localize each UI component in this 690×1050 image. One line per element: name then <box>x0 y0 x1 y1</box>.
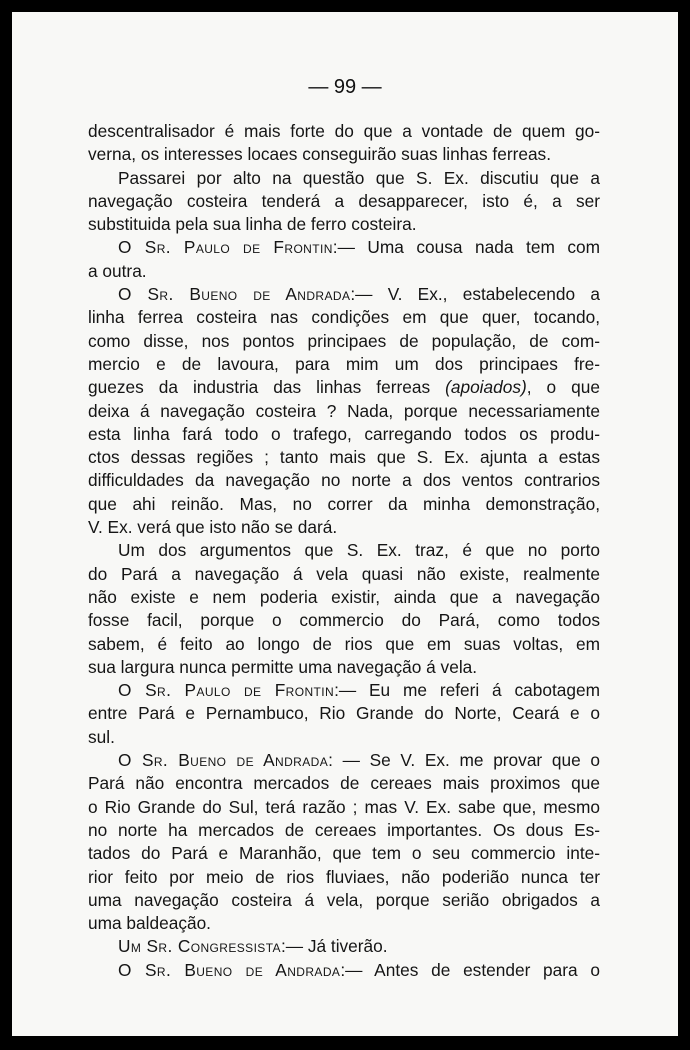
text-line <box>88 912 600 935</box>
text-line <box>88 400 600 423</box>
text-line <box>88 819 600 842</box>
text-line <box>88 772 600 795</box>
text-segment: fosse facil, porque o commercio do Pará, como todos <box>88 610 600 631</box>
text-line <box>88 889 600 912</box>
text-line <box>88 749 600 772</box>
text-segment: : — Se V. Ex. me provar que o <box>328 750 601 771</box>
page-text <box>88 120 600 982</box>
text-line <box>88 283 600 306</box>
text-segment: uma navegação costeira á vela, porque serião obrigados a <box>88 889 600 910</box>
text-segment: :— Já tiverão. <box>280 936 388 957</box>
text-line <box>88 679 600 702</box>
text-segment: Passarei por alto na questão que S. Ex. discutiu que a <box>118 167 600 188</box>
text-segment: deixa á navegação costeira ? Nada, porque necessariamente <box>88 400 600 421</box>
text-line <box>88 330 600 353</box>
text-line <box>88 959 600 982</box>
text-line <box>88 236 600 259</box>
book-page <box>12 12 678 1036</box>
text-segment: mercio e de lavoura, para mim um dos principaes fre- <box>88 353 600 374</box>
text-segment: V. Ex. verá que isto não se dará. <box>88 517 338 538</box>
text-line <box>88 353 600 376</box>
text-segment: verna, os interesses locaes conseguirão suas linhas ferreas. <box>88 144 551 165</box>
text-line <box>88 423 600 446</box>
text-segment: o Rio Grande do Sul, terá razão ; mas V. Ex. sabe que, mesmo <box>88 796 600 817</box>
text-segment: ctos dessas regiões ; tanto mais que S. Ex. ajunta a estas <box>88 447 600 468</box>
text-line <box>88 796 600 819</box>
text-line <box>88 656 600 679</box>
speaker-name: O <box>118 237 145 258</box>
speaker-name: O <box>118 284 148 305</box>
speaker-name: Sr. Bueno de Andrada <box>147 284 351 305</box>
text-line <box>88 306 600 329</box>
text-line <box>88 190 600 213</box>
text-segment: entre Pará e Pernambuco, Rio Grande do Norte, Ceará e o <box>88 703 600 724</box>
text-line <box>88 143 600 166</box>
italic-text: (apoiados) <box>445 377 527 398</box>
text-segment: esta linha fará todo o trafego, carregando todos os produ- <box>88 423 600 444</box>
text-line <box>88 842 600 865</box>
text-segment: :— Uma cousa nada tem com <box>332 237 601 258</box>
text-line <box>88 120 600 143</box>
text-segment: a outra. <box>88 260 147 281</box>
text-segment: como disse, nos pontos principaes de população, de com- <box>88 330 600 351</box>
speaker-name: O <box>118 959 145 980</box>
text-segment: Pará não encontra mercados de cereaes mais proximos que <box>88 773 600 794</box>
text-segment: :— Eu me referi á cabotagem <box>334 680 600 701</box>
text-segment: navegação costeira tenderá a desapparecer, isto é, a ser <box>88 190 600 211</box>
text-line <box>88 563 600 586</box>
text-segment: uma baldeação. <box>88 913 211 934</box>
text-segment: substituida pela sua linha de ferro costeira. <box>88 214 417 235</box>
text-segment: Um dos argumentos que S. Ex. traz, é que no porto <box>118 540 600 561</box>
speaker-name: Sr. Paulo de Frontin <box>144 237 333 258</box>
speaker-name: Sr. Paulo de Frontin <box>145 680 335 701</box>
text-segment: linha ferrea costeira nas condições em que quer, tocando, <box>88 307 600 328</box>
text-segment: :— Antes de estender para o <box>340 959 600 980</box>
text-line <box>88 586 600 609</box>
text-line <box>88 866 600 889</box>
text-segment: sabem, é feito ao longo de rios que em suas voltas, em <box>88 633 600 654</box>
text-line <box>88 469 600 492</box>
text-segment: que ahi reinão. Mas, no correr da minha demonstração, <box>88 493 600 514</box>
speaker-name: Um Sr. Congressista <box>118 936 281 957</box>
speaker-name: O <box>118 750 142 771</box>
text-segment: , o que <box>526 377 601 398</box>
text-line <box>88 516 600 539</box>
text-line <box>88 935 600 958</box>
text-segment: guezes da industria das linhas ferreas <box>88 377 446 398</box>
speaker-name: Sr. Bueno de Andrada <box>144 959 341 980</box>
text-line <box>88 167 600 190</box>
text-line <box>88 376 600 399</box>
text-line <box>88 633 600 656</box>
text-segment: no norte ha mercados de cereaes importantes. Os dous Es- <box>88 819 600 840</box>
text-line <box>88 539 600 562</box>
text-segment: :— V. Ex., estabelecendo a <box>350 284 600 305</box>
text-line <box>88 702 600 725</box>
text-line <box>88 260 600 283</box>
speaker-name: Sr. Bueno de Andrada <box>141 750 329 771</box>
text-line <box>88 726 600 749</box>
text-segment: descentralisador é mais forte do que a vontade de quem go- <box>88 121 600 141</box>
text-segment: não existe e nem poderia existir, ainda que a navegação <box>88 586 600 607</box>
speaker-name: O <box>118 680 146 701</box>
text-line <box>88 446 600 469</box>
text-segment: do Pará a navegação á vela quasi não existe, realmente <box>88 563 600 584</box>
text-line <box>88 213 600 236</box>
text-segment: difficuldades da navegação no norte a dos ventos contrarios <box>88 470 600 491</box>
text-segment: sua largura nunca permitte uma navegação á vela. <box>88 656 478 677</box>
text-line <box>88 609 600 632</box>
text-segment: tados do Pará e Maranhão, que tem o seu commercio inte- <box>88 843 600 864</box>
text-segment: sul. <box>88 726 115 747</box>
text-line <box>88 493 600 516</box>
page-number: — 99 — <box>308 76 382 98</box>
text-segment: rior feito por meio de rios fluviaes, não poderião nunca ter <box>88 866 600 887</box>
